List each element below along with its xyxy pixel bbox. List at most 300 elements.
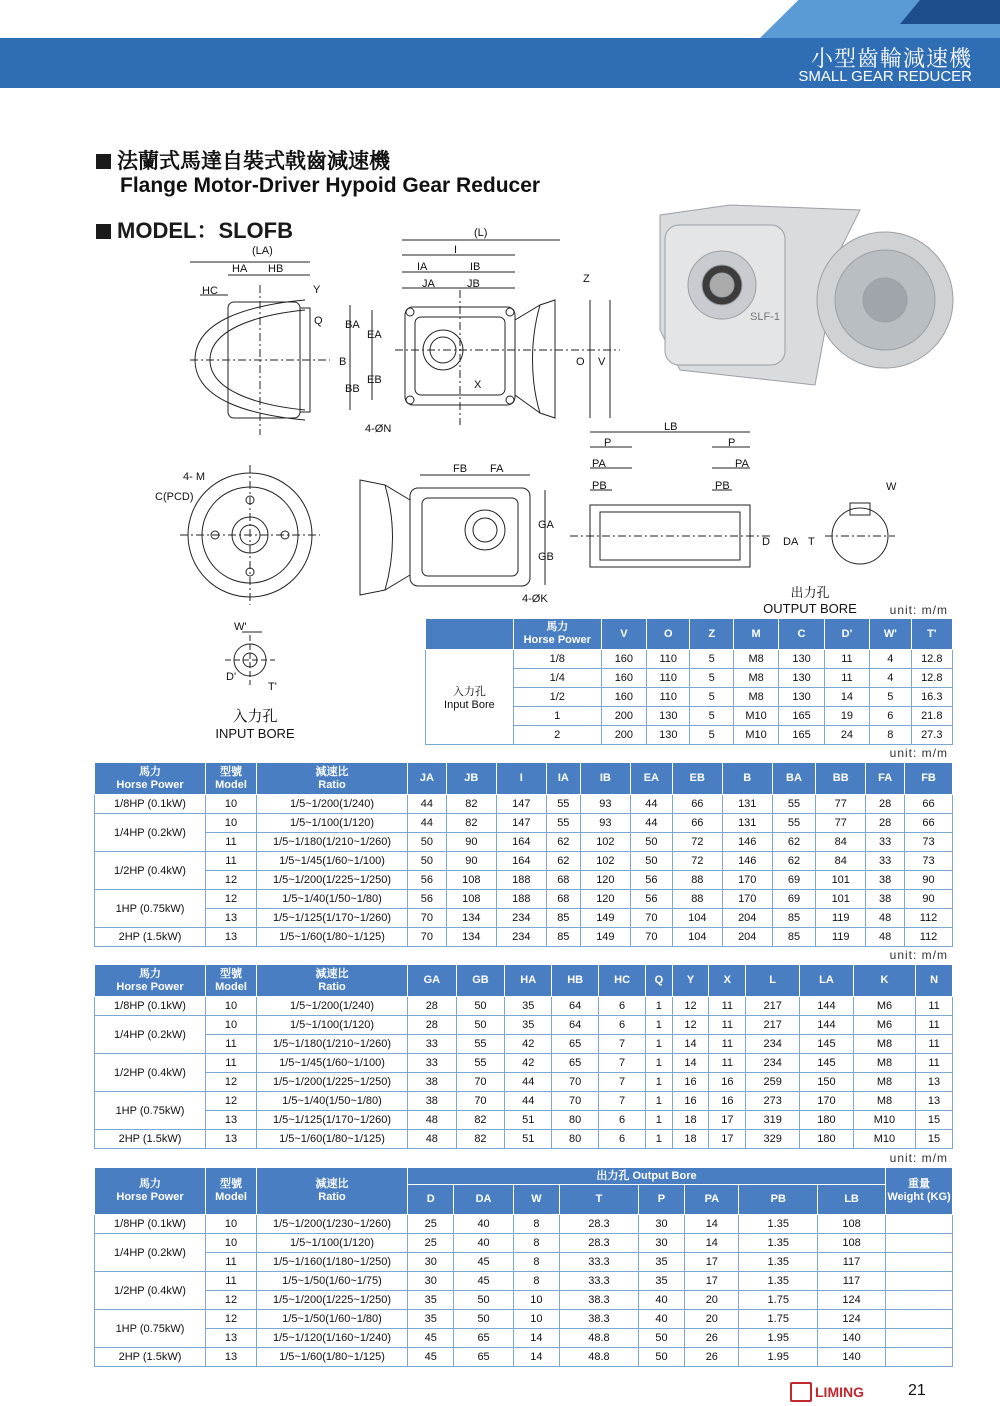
table-cell: 1/5~1/180(1/210~1/260) bbox=[257, 1035, 408, 1054]
table-cell: 62 bbox=[546, 833, 580, 852]
table-cell: 146 bbox=[722, 852, 772, 871]
table-cell: M10 bbox=[733, 707, 778, 726]
table-cell: M6 bbox=[853, 1016, 915, 1035]
table-cell: 130 bbox=[779, 650, 824, 669]
svg-text:W': W' bbox=[234, 621, 247, 633]
column-header: GA bbox=[408, 965, 457, 997]
column-header: X bbox=[709, 965, 746, 997]
table-cell: 90 bbox=[905, 890, 953, 909]
svg-text:SLF-1: SLF-1 bbox=[750, 311, 780, 323]
table-cell: 8 bbox=[513, 1234, 559, 1253]
horse-power-cell: 2HP (1.5kW) bbox=[95, 928, 206, 947]
table-cell: 28 bbox=[866, 814, 905, 833]
table-cell: 1/5~1/200(1/225~1/250) bbox=[257, 871, 408, 890]
table-cell: 72 bbox=[672, 833, 722, 852]
table-cell: 25 bbox=[408, 1215, 454, 1234]
table-cell: 12.8 bbox=[911, 669, 952, 688]
table-cell: 1 bbox=[646, 1054, 673, 1073]
table-cell: 149 bbox=[580, 909, 630, 928]
table-cell: 165 bbox=[779, 726, 824, 745]
table-cell: 35 bbox=[408, 1291, 454, 1310]
svg-text:GA: GA bbox=[538, 519, 554, 531]
table-row bbox=[95, 928, 953, 947]
table-cell: 25 bbox=[408, 1234, 454, 1253]
table-cell: 319 bbox=[746, 1111, 800, 1130]
table-cell: 134 bbox=[446, 928, 496, 947]
table-cell: 88 bbox=[672, 890, 722, 909]
table-cell: 35 bbox=[638, 1253, 684, 1272]
table-cell: 110 bbox=[647, 688, 690, 707]
table-cell: 26 bbox=[685, 1329, 739, 1348]
table-cell: 1 bbox=[646, 1073, 673, 1092]
horse-power-cell: 1/8HP (0.1kW) bbox=[95, 795, 206, 814]
table-cell: M8 bbox=[853, 1073, 915, 1092]
table-cell: 55 bbox=[546, 814, 580, 833]
table-cell: 56 bbox=[408, 890, 447, 909]
svg-text:C(PCD): C(PCD) bbox=[155, 491, 194, 503]
table-cell: 33 bbox=[408, 1035, 457, 1054]
table-cell: 8 bbox=[870, 726, 911, 745]
table-cell: 1 bbox=[646, 997, 673, 1016]
table-cell: 6 bbox=[599, 1130, 646, 1149]
table-cell: 45 bbox=[454, 1253, 513, 1272]
table-cell: 1.35 bbox=[739, 1272, 818, 1291]
table-cell: 16 bbox=[709, 1073, 746, 1092]
table-cell: 145 bbox=[800, 1035, 854, 1054]
table-cell: 110 bbox=[647, 669, 690, 688]
weight-cell bbox=[886, 1348, 953, 1367]
dim-la: (LA) bbox=[252, 245, 273, 257]
table-cell: 70 bbox=[552, 1073, 599, 1092]
table-cell: 85 bbox=[546, 909, 580, 928]
table-cell: 62 bbox=[772, 833, 816, 852]
table-cell: 40 bbox=[454, 1234, 513, 1253]
table-row bbox=[95, 909, 953, 928]
table-cell: 119 bbox=[816, 928, 866, 947]
table-cell: 11 bbox=[206, 1272, 257, 1291]
table-cell: 48 bbox=[408, 1111, 457, 1130]
svg-text:PB: PB bbox=[592, 480, 607, 492]
table-cell: 1.35 bbox=[739, 1253, 818, 1272]
table-cell: 5 bbox=[870, 688, 911, 707]
svg-text:EA: EA bbox=[367, 329, 382, 341]
table-cell: 48 bbox=[866, 909, 905, 928]
svg-text:PA: PA bbox=[735, 458, 749, 470]
table-cell: 11 bbox=[206, 1253, 257, 1272]
svg-text:V: V bbox=[598, 356, 606, 368]
table-cell: 1/5~1/50(1/60~1/75) bbox=[257, 1272, 408, 1291]
output-bore-caption: 出力孔 OUTPUT BORE bbox=[763, 585, 857, 616]
svg-text:Z: Z bbox=[583, 273, 590, 285]
table-cell: 1 bbox=[646, 1092, 673, 1111]
table-cell: 160 bbox=[601, 669, 646, 688]
table-cell: 273 bbox=[746, 1092, 800, 1111]
table-cell: 62 bbox=[772, 852, 816, 871]
table-cell: 1.35 bbox=[739, 1215, 818, 1234]
table-cell: 14 bbox=[685, 1215, 739, 1234]
table-cell: 55 bbox=[456, 1054, 505, 1073]
svg-text:P: P bbox=[604, 437, 612, 449]
table-cell: 84 bbox=[816, 833, 866, 852]
table-cell: 217 bbox=[746, 997, 800, 1016]
table-row bbox=[95, 1329, 953, 1348]
table-cell: 55 bbox=[546, 795, 580, 814]
table-cell: 188 bbox=[496, 890, 546, 909]
table-cell: 69 bbox=[772, 890, 816, 909]
table-cell: 140 bbox=[818, 1329, 886, 1348]
table-cell: 259 bbox=[746, 1073, 800, 1092]
table-cell: 85 bbox=[546, 928, 580, 947]
table-cell: 1 bbox=[646, 1016, 673, 1035]
table-cell: 149 bbox=[580, 928, 630, 947]
column-header: Q bbox=[646, 965, 673, 997]
table-cell: 5 bbox=[690, 707, 733, 726]
table-cell: 13 bbox=[206, 1130, 257, 1149]
table-cell: 30 bbox=[638, 1234, 684, 1253]
table-cell: M8 bbox=[853, 1054, 915, 1073]
column-header: D bbox=[408, 1185, 454, 1215]
table-cell: 82 bbox=[456, 1111, 505, 1130]
table-cell: 26 bbox=[685, 1348, 739, 1367]
table-row bbox=[95, 1016, 953, 1035]
column-header: EA bbox=[630, 763, 672, 795]
table-cell: 102 bbox=[580, 833, 630, 852]
table-cell: 1/5~1/125(1/170~1/260) bbox=[257, 1111, 408, 1130]
table-cell: 17 bbox=[709, 1111, 746, 1130]
table-cell: 7 bbox=[599, 1035, 646, 1054]
column-header: LB bbox=[818, 1185, 886, 1215]
table-cell: 69 bbox=[772, 871, 816, 890]
column-header: DA bbox=[454, 1185, 513, 1215]
svg-text:HB: HB bbox=[268, 263, 284, 275]
horse-power-cell: 1HP (0.75kW) bbox=[95, 1092, 206, 1130]
table-cell: 44 bbox=[505, 1073, 552, 1092]
table-cell: 35 bbox=[408, 1310, 454, 1329]
table-cell: 102 bbox=[580, 852, 630, 871]
table-cell: 28.3 bbox=[560, 1215, 639, 1234]
table-cell: 50 bbox=[638, 1329, 684, 1348]
horse-power-cell: 1/2HP (0.4kW) bbox=[95, 852, 206, 890]
table-cell: 38.3 bbox=[560, 1310, 639, 1329]
column-header: FA bbox=[866, 763, 905, 795]
column-header: I bbox=[496, 763, 546, 795]
table-cell: 16.3 bbox=[911, 688, 952, 707]
table-cell: 1/5~1/45(1/60~1/100) bbox=[257, 1054, 408, 1073]
table-row bbox=[95, 1092, 953, 1111]
table-cell: 120 bbox=[580, 890, 630, 909]
table-cell: 5 bbox=[690, 650, 733, 669]
table-cell: 7 bbox=[599, 1054, 646, 1073]
table-cell: 1/5~1/45(1/60~1/100) bbox=[257, 852, 408, 871]
table-cell: 130 bbox=[647, 726, 690, 745]
table-cell: 77 bbox=[816, 814, 866, 833]
weight-cell bbox=[886, 1329, 953, 1348]
model-title: MODEL：SLOFB bbox=[96, 214, 293, 245]
table-cell: 1/2 bbox=[513, 688, 601, 707]
svg-text:4-ØN: 4-ØN bbox=[365, 423, 392, 435]
table-cell: 104 bbox=[672, 928, 722, 947]
table-cell: 65 bbox=[552, 1035, 599, 1054]
table-cell: 150 bbox=[800, 1073, 854, 1092]
table-cell: 64 bbox=[552, 1016, 599, 1035]
table-cell: 28 bbox=[408, 997, 457, 1016]
table-cell: 33 bbox=[866, 852, 905, 871]
svg-text:JB: JB bbox=[467, 278, 480, 290]
table-cell: 50 bbox=[638, 1348, 684, 1367]
column-header: L bbox=[746, 965, 800, 997]
svg-text:BA: BA bbox=[345, 319, 360, 331]
table-cell: 10 bbox=[206, 795, 257, 814]
table-cell: 1/5~1/160(1/180~1/250) bbox=[257, 1253, 408, 1272]
svg-text:4-ØK: 4-ØK bbox=[522, 593, 548, 605]
column-header: W bbox=[513, 1185, 559, 1215]
table-cell: 147 bbox=[496, 795, 546, 814]
table-cell: 38 bbox=[866, 890, 905, 909]
table-cell: 19 bbox=[824, 707, 869, 726]
table-cell: 50 bbox=[454, 1310, 513, 1329]
table-cell: 147 bbox=[496, 814, 546, 833]
table-cell: 180 bbox=[800, 1130, 854, 1149]
table-cell: 180 bbox=[800, 1111, 854, 1130]
table-cell: 44 bbox=[630, 814, 672, 833]
table-cell: 18 bbox=[672, 1130, 709, 1149]
svg-text:D: D bbox=[762, 536, 770, 548]
table-cell: 117 bbox=[818, 1253, 886, 1272]
table-cell: 13 bbox=[206, 1348, 257, 1367]
table-cell: 7 bbox=[599, 1073, 646, 1092]
table-cell: 1/5~1/60(1/80~1/125) bbox=[257, 928, 408, 947]
table-cell: 1 bbox=[513, 707, 601, 726]
table-cell: 70 bbox=[456, 1092, 505, 1111]
table-cell: 72 bbox=[672, 852, 722, 871]
horse-power-cell: 2HP (1.5kW) bbox=[95, 1130, 206, 1149]
header-title-cn: 小型齒輪減速機 bbox=[810, 47, 972, 72]
table-cell: 85 bbox=[772, 909, 816, 928]
table-cell: 1.95 bbox=[739, 1348, 818, 1367]
table-cell: 66 bbox=[905, 795, 953, 814]
horse-power-cell: 1/4HP (0.2kW) bbox=[95, 814, 206, 852]
table-cell: 35 bbox=[638, 1272, 684, 1291]
table-cell: 10 bbox=[206, 1215, 257, 1234]
column-header: JA bbox=[408, 763, 447, 795]
table-cell: 44 bbox=[408, 814, 447, 833]
table-cell: 50 bbox=[456, 997, 505, 1016]
svg-text:W: W bbox=[886, 481, 897, 493]
table-cell: 1/4 bbox=[513, 669, 601, 688]
table-cell: 66 bbox=[905, 814, 953, 833]
product-photo bbox=[660, 205, 953, 385]
table-cell: M8 bbox=[733, 688, 778, 707]
table-cell: 68 bbox=[546, 871, 580, 890]
table-cell: 27.3 bbox=[911, 726, 952, 745]
table-row bbox=[95, 814, 953, 833]
table-cell: 17 bbox=[685, 1253, 739, 1272]
table-cell: 124 bbox=[818, 1310, 886, 1329]
table-cell: M8 bbox=[853, 1092, 915, 1111]
table-cell: 66 bbox=[672, 814, 722, 833]
table-cell: 5 bbox=[690, 726, 733, 745]
table-cell: 33.3 bbox=[560, 1253, 639, 1272]
table-cell: 50 bbox=[630, 833, 672, 852]
table-cell: 1/5~1/180(1/210~1/260) bbox=[257, 833, 408, 852]
table-cell: 84 bbox=[816, 852, 866, 871]
table-row bbox=[95, 1111, 953, 1130]
page-number: 21 bbox=[908, 1382, 926, 1399]
table-cell: 4 bbox=[870, 650, 911, 669]
table-cell: 48.8 bbox=[560, 1329, 639, 1348]
weight-cell bbox=[886, 1291, 953, 1310]
table-cell: 1/5~1/60(1/80~1/125) bbox=[257, 1130, 408, 1149]
table-cell: 144 bbox=[800, 1016, 854, 1035]
table-row bbox=[95, 1073, 953, 1092]
table-cell: 38 bbox=[408, 1092, 457, 1111]
column-header: EB bbox=[672, 763, 722, 795]
table-cell: 2 bbox=[513, 726, 601, 745]
table-cell: 5 bbox=[690, 669, 733, 688]
table-cell: 160 bbox=[601, 650, 646, 669]
table-cell: 51 bbox=[505, 1130, 552, 1149]
input-bore-caption: 入力孔 INPUT BORE bbox=[215, 708, 295, 741]
table-cell: 45 bbox=[454, 1272, 513, 1291]
table-cell: 1/5~1/100(1/120) bbox=[257, 1016, 408, 1035]
table-cell: M6 bbox=[853, 997, 915, 1016]
table-cell: 28.3 bbox=[560, 1234, 639, 1253]
table-row bbox=[95, 852, 953, 871]
table-cell: 13 bbox=[916, 1073, 953, 1092]
svg-text:GB: GB bbox=[538, 551, 554, 563]
table-cell: 234 bbox=[496, 928, 546, 947]
table-cell: 38 bbox=[866, 871, 905, 890]
table-cell: 12 bbox=[206, 1291, 257, 1310]
table-cell: 80 bbox=[552, 1130, 599, 1149]
table-cell: 16 bbox=[672, 1073, 709, 1092]
column-header: LA bbox=[800, 965, 854, 997]
table-cell: M10 bbox=[853, 1130, 915, 1149]
svg-text:EB: EB bbox=[367, 374, 382, 386]
table-cell: 93 bbox=[580, 795, 630, 814]
header-title-en: SMALL GEAR REDUCER bbox=[798, 68, 972, 85]
svg-text:PB: PB bbox=[715, 480, 730, 492]
table-cell: 70 bbox=[630, 909, 672, 928]
table-cell: 80 bbox=[552, 1111, 599, 1130]
table-cell: 8 bbox=[513, 1272, 559, 1291]
table-cell: 170 bbox=[800, 1092, 854, 1111]
table-cell: 65 bbox=[552, 1054, 599, 1073]
column-header: HA bbox=[505, 965, 552, 997]
table-cell: 188 bbox=[496, 871, 546, 890]
svg-text:I: I bbox=[454, 244, 458, 256]
column-header: HB bbox=[552, 965, 599, 997]
table-cell: 56 bbox=[408, 871, 447, 890]
table-cell: 13 bbox=[206, 1329, 257, 1348]
table-cell: 13 bbox=[916, 1092, 953, 1111]
table-cell: M8 bbox=[853, 1035, 915, 1054]
table-cell: 170 bbox=[722, 871, 772, 890]
unit-label: unit: m/m bbox=[889, 603, 948, 617]
column-header: N bbox=[916, 965, 953, 997]
table-cell: 7 bbox=[599, 1092, 646, 1111]
table-cell: 45 bbox=[408, 1329, 454, 1348]
table-row bbox=[95, 1272, 953, 1291]
table-cell: 70 bbox=[456, 1073, 505, 1092]
table-cell: 117 bbox=[818, 1272, 886, 1291]
table-cell: 21.8 bbox=[911, 707, 952, 726]
table-cell: 104 bbox=[672, 909, 722, 928]
table-cell: 145 bbox=[800, 1054, 854, 1073]
svg-text:BB: BB bbox=[345, 383, 360, 395]
svg-text:PA: PA bbox=[592, 458, 606, 470]
table-cell: 130 bbox=[779, 669, 824, 688]
table-cell: 82 bbox=[456, 1130, 505, 1149]
table-cell: 200 bbox=[601, 726, 646, 745]
weight-cell bbox=[886, 1234, 953, 1253]
table-cell: 16 bbox=[672, 1092, 709, 1111]
table-cell: 234 bbox=[746, 1035, 800, 1054]
svg-text:P: P bbox=[728, 437, 736, 449]
table-cell: 77 bbox=[816, 795, 866, 814]
table-cell: M10 bbox=[853, 1111, 915, 1130]
svg-text:T: T bbox=[808, 536, 815, 548]
table-cell: 131 bbox=[722, 814, 772, 833]
svg-text:HC: HC bbox=[202, 285, 218, 297]
table-cell: 70 bbox=[408, 909, 447, 928]
table-cell: 11 bbox=[916, 1016, 953, 1035]
table-cell: 112 bbox=[905, 909, 953, 928]
column-header: B bbox=[722, 763, 772, 795]
table-cell: 44 bbox=[505, 1092, 552, 1111]
table-cell: 24 bbox=[824, 726, 869, 745]
table-row bbox=[95, 833, 953, 852]
svg-text:T': T' bbox=[268, 681, 277, 693]
table-cell: 10 bbox=[513, 1291, 559, 1310]
column-header: PA bbox=[685, 1185, 739, 1215]
table-cell: 33 bbox=[866, 833, 905, 852]
column-header: IB bbox=[580, 763, 630, 795]
table-cell: 65 bbox=[454, 1348, 513, 1367]
table-cell: 50 bbox=[456, 1016, 505, 1035]
table-cell: 44 bbox=[630, 795, 672, 814]
table-cell: 112 bbox=[905, 928, 953, 947]
table-cell: 1.35 bbox=[739, 1234, 818, 1253]
table-cell: 68 bbox=[546, 890, 580, 909]
table-cell: 4 bbox=[870, 669, 911, 688]
table-cell: 1/5~1/120(1/160~1/240) bbox=[257, 1329, 408, 1348]
table-cell: 62 bbox=[546, 852, 580, 871]
table-cell: 6 bbox=[870, 707, 911, 726]
table-cell: 1/5~1/100(1/120) bbox=[257, 1234, 408, 1253]
table-cell: 5 bbox=[690, 688, 733, 707]
table-cell: 30 bbox=[638, 1215, 684, 1234]
table-cell: 35 bbox=[505, 997, 552, 1016]
horse-power-cell: 1/2HP (0.4kW) bbox=[95, 1272, 206, 1310]
table-cell: 6 bbox=[599, 1111, 646, 1130]
table-cell: 70 bbox=[630, 928, 672, 947]
column-header: FB bbox=[905, 763, 953, 795]
table-cell: 66 bbox=[672, 795, 722, 814]
horse-power-cell: 1/4HP (0.2kW) bbox=[95, 1234, 206, 1272]
table-cell: 42 bbox=[505, 1054, 552, 1073]
table-cell: 1.75 bbox=[739, 1291, 818, 1310]
table-cell: 38 bbox=[408, 1073, 457, 1092]
table-row bbox=[95, 1054, 953, 1073]
table-cell: 108 bbox=[446, 871, 496, 890]
column-header: P bbox=[638, 1185, 684, 1215]
svg-text:FA: FA bbox=[490, 463, 504, 475]
weight-cell bbox=[886, 1272, 953, 1291]
table-cell: 10 bbox=[513, 1310, 559, 1329]
horse-power-cell: 1HP (0.75kW) bbox=[95, 890, 206, 928]
svg-text:LB: LB bbox=[664, 421, 678, 433]
